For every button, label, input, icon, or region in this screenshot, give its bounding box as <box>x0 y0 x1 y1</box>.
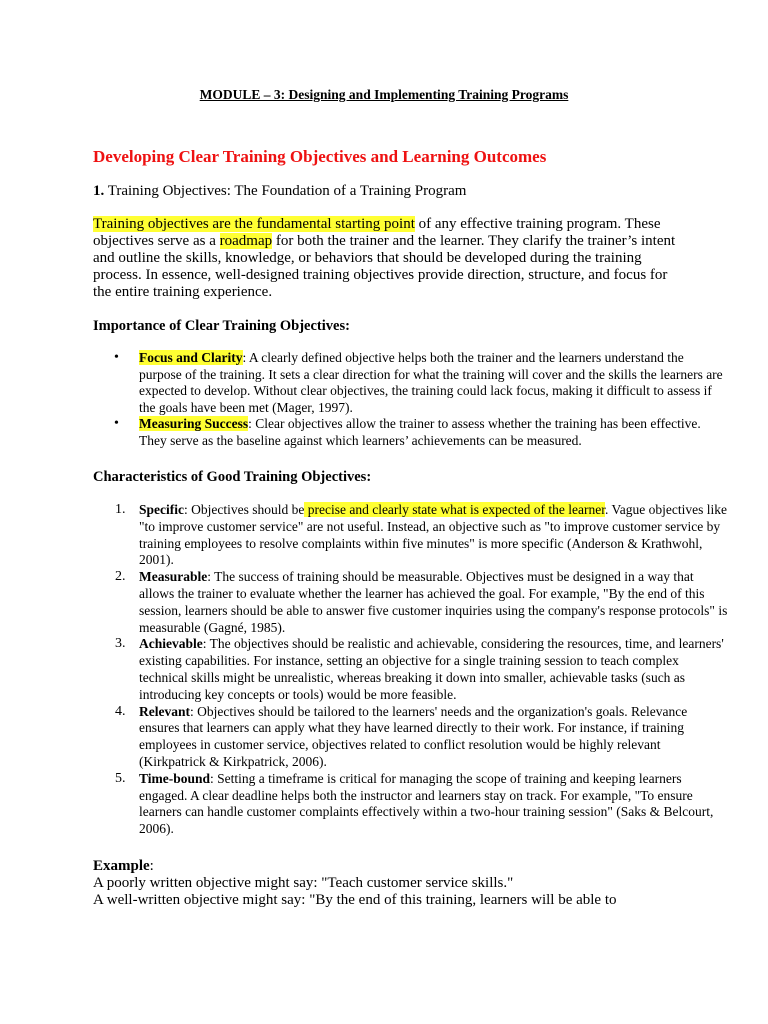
item-text: : Objectives should be tailored to the learners' needs and the organization's goals. Relevance ensures that learners can apply what they have learned directly to their work. For instance, if training employees in customer service, objectives related to conflict resolution would be highly relevant (Kirkpatrick & Kirkpatrick, 2006). <box>139 703 688 769</box>
bullet-icon: • <box>114 350 119 365</box>
item-term: Relevant <box>139 703 190 719</box>
subheading-text: Training Objectives: The Foundation of a Training Program <box>104 183 467 199</box>
list-item <box>115 636 729 703</box>
item-term: Measuring Success <box>139 416 249 431</box>
item-number: 5. <box>115 770 126 786</box>
intro-text-2: for both the trainer and the learner. They clarify the trainer’s intent and outline the skills, knowledge, or behaviors that should be developed during the training process. In essence, well-designed training objectives provide direction, structure, and focus for the entire training experience. <box>93 233 676 300</box>
item-highlight: precise and clearly state what is expected of the learner <box>304 502 605 517</box>
item-text: : Clear objectives allow the trainer to assess whether the training has been effective. They serve as the baseline against which learners’ achievements can be measured. <box>139 416 701 448</box>
list-item <box>115 569 729 636</box>
example-line-poor: A poorly written objective might say: "Teach customer service skills." <box>93 875 514 891</box>
importance-heading: Importance of Clear Training Objectives: <box>93 318 350 334</box>
item-text: . Vague objectives like "to improve customer service" are not useful. Instead, an objective such as "to improve customer service by training employees to resolve complaints within five minutes" is more specific (Anderson & Krathwohl, 2001). <box>139 502 727 568</box>
list-item <box>115 703 729 771</box>
item-pre-text: : Objectives should be <box>184 502 305 517</box>
item-term: Achievable <box>139 636 203 652</box>
item-number: 4. <box>115 703 126 719</box>
intro-paragraph <box>93 216 683 301</box>
example-line-good: A well-written objective might say: "By the end of this training, learners will be able to <box>93 892 617 908</box>
characteristics-heading: Characteristics of Good Training Objectives: <box>93 469 372 485</box>
subheading-number: 1. <box>93 183 105 199</box>
item-term: Specific <box>139 502 184 517</box>
item-term: Measurable <box>139 569 208 585</box>
intro-highlight-1: Training objectives are the fundamental starting point <box>93 216 415 232</box>
intro-text-1: of any effective training program. These objectives serve as a <box>93 216 661 249</box>
item-number: 2. <box>115 569 126 585</box>
item-term: Time-bound <box>139 770 211 786</box>
item-text: : The objectives should be realistic and achievable, considering the resources, time, and learners' existing capabilities. For instance, setting an objective for a single training session to teach complex technical skills might be unrealistic, whereas breaking it down into smaller, achievable tasks (such as introducing key concepts or tools) would be more feasible. <box>139 636 724 702</box>
example-label-colon: : <box>149 858 154 874</box>
list-item <box>115 770 729 838</box>
characteristics-list <box>93 502 729 838</box>
importance-list <box>93 350 729 449</box>
list-item <box>114 350 729 416</box>
list-item <box>114 416 729 449</box>
item-term: Focus and Clarity <box>139 350 243 365</box>
subheading <box>93 183 466 200</box>
item-text: : The success of training should be measurable. Objectives must be designed in a way that allows the trainer to evaluate whether the learner has achieved the goal. For example, "By the end of this session, learners should be able to answer five customer inquiries using the company's response protocols" is measurable (Gagné, 1985). <box>139 569 728 635</box>
bullet-icon: • <box>114 416 119 431</box>
item-text: : A clearly defined objective helps both the trainer and the learners understand the purpose of the training. It sets a clear direction for what the training will cover and the skills the learners are expected to develop. Without clear objectives, the training could lack focus, making it difficult to assess if the goals have been met (Mager, 1997). <box>139 350 723 415</box>
module-title: MODULE – 3: Designing and Implementing Training Programs <box>199 87 569 102</box>
example-label <box>93 858 154 875</box>
section-title: Developing Clear Training Objectives and Learning Outcomes <box>93 147 547 166</box>
example-label-text: Example <box>93 858 150 874</box>
item-text: : Setting a timeframe is critical for managing the scope of training and keeping learners engaged. A clear deadline helps both the instructor and learners stay on track. For example, "To ensure learners can handle customer complaints effectively within a two-hour training session" (Saks & Belcourt, 2006). <box>139 770 714 837</box>
intro-highlight-2: roadmap <box>219 233 273 249</box>
item-number: 1. <box>115 502 126 517</box>
list-item <box>115 502 729 569</box>
item-number: 3. <box>115 636 126 652</box>
